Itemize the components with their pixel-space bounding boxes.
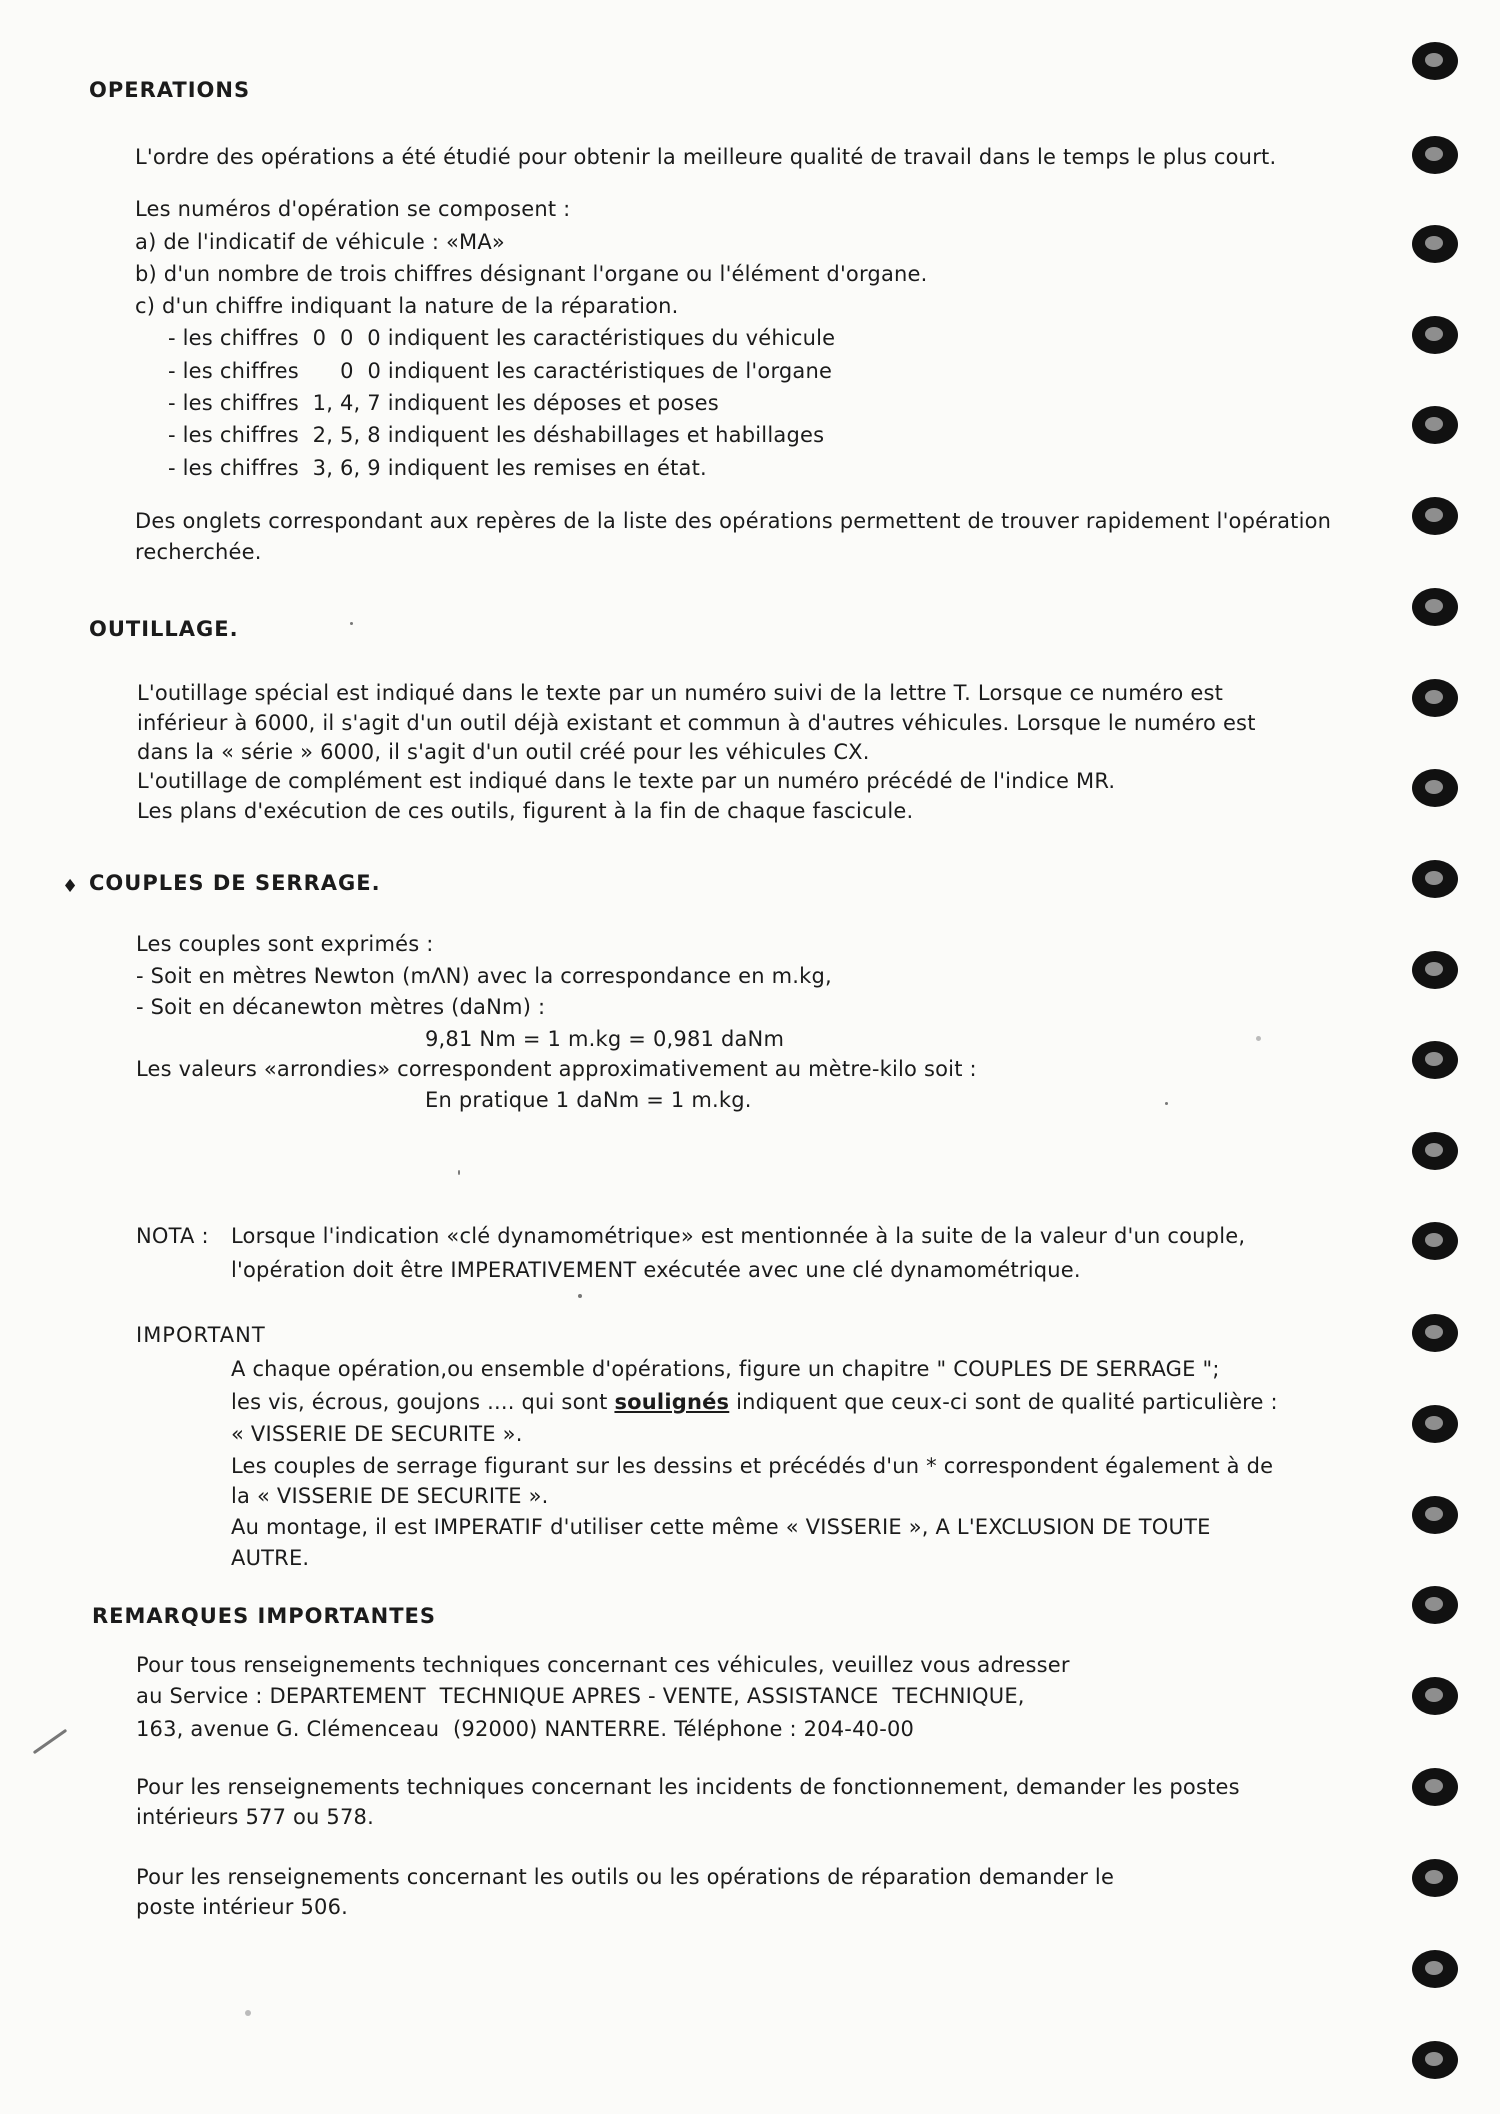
binder-hole-icon <box>1412 860 1458 898</box>
remarques-p3-line: poste intérieur 506. <box>136 1895 349 1919</box>
binder-hole-icon <box>1412 1496 1458 1534</box>
binder-hole-icon <box>1412 42 1458 80</box>
binder-hole-icon <box>1412 1950 1458 1988</box>
important-line: la « VISSERIE DE SECURITE ». <box>231 1484 549 1508</box>
binder-hole-icon <box>1412 588 1458 626</box>
digit-code-item: - les chiffres 3, 6, 9 indiquent les remises en état. <box>168 456 707 480</box>
important-line: AUTRE. <box>231 1546 310 1570</box>
couples-line: Les couples sont exprimés : <box>136 932 434 956</box>
underlined-word: soulignés <box>614 1390 730 1414</box>
tabs-paragraph-line2: recherchée. <box>135 540 262 564</box>
outillage-line: dans la « série » 6000, il s'agit d'un outil créé pour les véhicules CX. <box>137 740 870 764</box>
binder-hole-icon <box>1412 1768 1458 1806</box>
scan-speck <box>458 1170 460 1175</box>
binder-hole-icon <box>1412 1314 1458 1352</box>
operation-numbers-title: Les numéros d'opération se composent : <box>135 197 571 221</box>
remarques-p1-line: Pour tous renseignements techniques concernant ces véhicules, veuillez vous adresser <box>136 1653 1070 1677</box>
important-line: A chaque opération,ou ensemble d'opérations, figure un chapitre " COUPLES DE SERRAGE "; <box>231 1357 1220 1381</box>
outillage-heading: OUTILLAGE. <box>89 617 239 641</box>
scan-mark <box>33 1729 67 1754</box>
binder-hole-icon <box>1412 1405 1458 1443</box>
scan-speck <box>245 2010 251 2016</box>
binder-hole-icon <box>1412 2041 1458 2079</box>
binder-hole-icon <box>1412 1222 1458 1260</box>
outillage-line: L'outillage de complément est indiqué dans le texte par un numéro précédé de l'indice MR. <box>137 769 1116 793</box>
outillage-line: Les plans d'exécution de ces outils, figurent à la fin de chaque fascicule. <box>137 799 914 823</box>
practical-formula: En pratique 1 daNm = 1 m.kg. <box>425 1088 752 1112</box>
remarques-p1-line: 163, avenue G. Clémenceau (92000) NANTERRE. Téléphone : 204-40-00 <box>136 1717 915 1741</box>
remarques-heading: REMARQUES IMPORTANTES <box>92 1604 437 1628</box>
binder-hole-icon <box>1412 136 1458 174</box>
remarques-p2-line: intérieurs 577 ou 578. <box>136 1805 374 1829</box>
important-line-underlined <box>231 1388 1278 1416</box>
remarques-p3-line: Pour les renseignements concernant les outils ou les opérations de réparation demander le <box>136 1865 1115 1889</box>
couples-line: - Soit en mètres Newton (mΛN) avec la correspondance en m.kg, <box>136 964 832 988</box>
tabs-paragraph-line1: Des onglets correspondant aux repères de la liste des opérations permettent de trouver rapidement l'opération <box>135 509 1332 533</box>
digit-code-item: - les chiffres 2, 5, 8 indiquent les déshabillages et habillages <box>168 423 825 447</box>
binder-hole-icon <box>1412 406 1458 444</box>
remarques-p2-line: Pour les renseignements techniques concernant les incidents de fonctionnement, demander les postes <box>136 1775 1240 1799</box>
operation-item-c: c) d'un chiffre indiquant la nature de la réparation. <box>135 294 679 318</box>
scan-speck <box>1256 1036 1261 1041</box>
rounded-values-line: Les valeurs «arrondies» correspondent approximativement au mètre-kilo soit : <box>136 1057 977 1081</box>
binder-hole-icon <box>1412 1041 1458 1079</box>
outillage-line: L'outillage spécial est indiqué dans le texte par un numéro suivi de la lettre T. Lorsque ce numéro est <box>137 681 1224 705</box>
scan-speck <box>1165 1102 1168 1105</box>
binder-hole-icon <box>1412 497 1458 535</box>
binder-holes <box>1412 0 1472 2114</box>
binder-hole-icon <box>1412 1132 1458 1170</box>
important-line: Au montage, il est IMPERATIF d'utiliser cette même « VISSERIE », A L'EXCLUSION DE TOUTE <box>231 1515 1211 1539</box>
important-line: « VISSERIE DE SECURITE ». <box>231 1422 523 1446</box>
nota-line2: l'opération doit être IMPERATIVEMENT exécutée avec une clé dynamométrique. <box>231 1258 1081 1282</box>
outillage-line: inférieur à 6000, il s'agit d'un outil déjà existant et commun à d'autres véhicules. Lorsque le numéro est <box>137 711 1256 735</box>
important-line: Les couples de serrage figurant sur les dessins et précédés d'un * correspondent également à de <box>231 1454 1274 1478</box>
digit-code-item: - les chiffres 0 0 indiquent les caractéristiques de l'organe <box>168 359 833 383</box>
important-text: indiquent que ceux-ci sont de qualité particulière : <box>729 1390 1278 1414</box>
binder-hole-icon <box>1412 951 1458 989</box>
binder-hole-icon <box>1412 1586 1458 1624</box>
revision-diamond-icon: ♦ <box>62 876 79 897</box>
couples-line: - Soit en décanewton mètres (daNm) : <box>136 995 546 1019</box>
scan-speck <box>578 1294 582 1298</box>
conversion-formula: 9,81 Nm = 1 m.kg = 0,981 daNm <box>425 1027 785 1051</box>
important-heading: IMPORTANT <box>136 1323 266 1347</box>
remarques-p1-line: au Service : DEPARTEMENT TECHNIQUE APRES - VENTE, ASSISTANCE TECHNIQUE, <box>136 1684 1025 1708</box>
digit-code-item: - les chiffres 0 0 0 indiquent les caractéristiques du véhicule <box>168 326 836 350</box>
operations-intro: L'ordre des opérations a été étudié pour obtenir la meilleure qualité de travail dans le temps le plus court. <box>135 145 1277 169</box>
digit-code-item: - les chiffres 1, 4, 7 indiquent les déposes et poses <box>168 391 719 415</box>
important-text: les vis, écrous, goujons .... qui sont <box>231 1390 615 1414</box>
scan-speck <box>350 622 353 625</box>
binder-hole-icon <box>1412 316 1458 354</box>
binder-hole-icon <box>1412 1677 1458 1715</box>
nota-line1: Lorsque l'indication «clé dynamométrique» est mentionnée à la suite de la valeur d'un couple, <box>231 1224 1246 1248</box>
operation-item-b: b) d'un nombre de trois chiffres désignant l'organe ou l'élément d'organe. <box>135 262 928 286</box>
binder-hole-icon <box>1412 225 1458 263</box>
couples-heading: COUPLES DE SERRAGE. <box>89 871 381 895</box>
binder-hole-icon <box>1412 769 1458 807</box>
binder-hole-icon <box>1412 1859 1458 1897</box>
binder-hole-icon <box>1412 679 1458 717</box>
nota-label: NOTA : <box>136 1224 209 1248</box>
operations-heading: OPERATIONS <box>89 78 251 102</box>
operation-item-a: a) de l'indicatif de véhicule : «MA» <box>135 230 505 254</box>
